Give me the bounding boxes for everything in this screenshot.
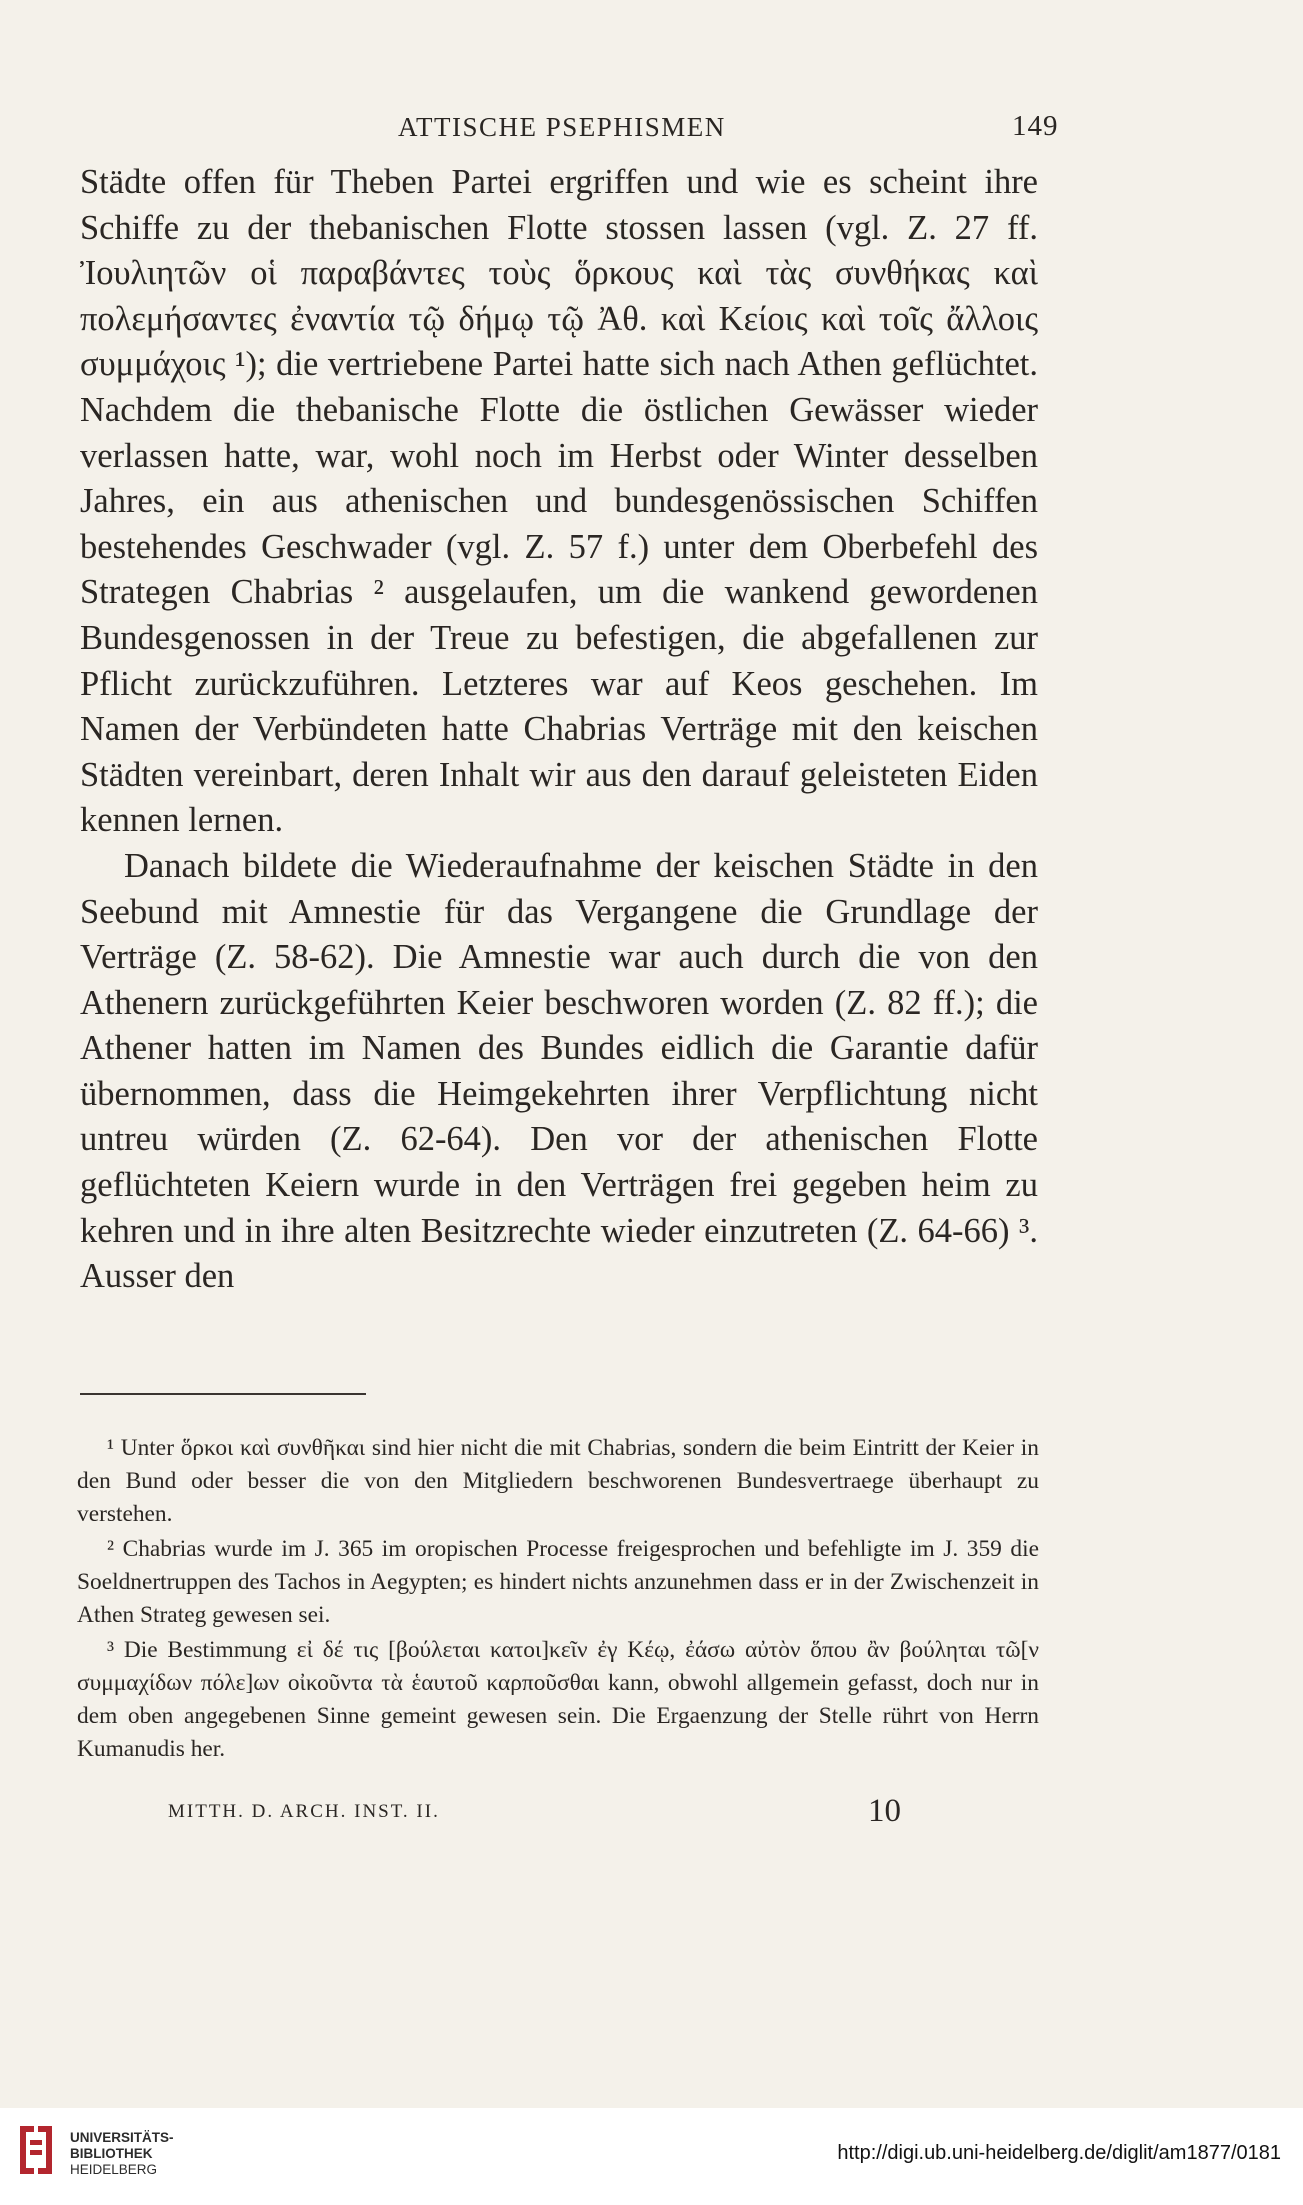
body-paragraph: Städte offen für Theben Partei ergriffen und wie es scheint ihre Schiffe zu der thebanischen Flotte stossen lassen (vgl. Z. 27 ff. Ἰουλιητῶν οἱ παραβάντες τοὺς ὅρκους καὶ τὰς συνθήκας καὶ πολεμήσαντες ἐναντία τῷ δήμῳ τῷ Ἀθ. καὶ Κείοις καὶ τοῖς ἄλλοις συμμάχοις ¹); die vertriebene Partei hatte sich nach Athen geflüchtet. Nachdem die thebanische Flotte die östlichen Gewässer wieder verlassen hatte, war, wohl noch im Herbst oder Winter desselben Jahres, ein aus athenischen und bundesgenössischen Schiffen bestehendes Geschwader (vgl. Z. 57 f.) unter dem Oberbefehl des Strategen Chabrias ² ausgelaufen, um die wankend gewordenen Bundesgenossen in der Treue zu befestigen, die abgefallenen zur Pflicht zurückzuführen. Letzteres war auf Keos geschehen. Im Namen der Verbündeten hatte Chabrias Verträge mit den keischen Städten vereinbart, deren Inhalt wir aus den darauf geleisteten Eiden kennen lernen.	[80, 163, 1038, 840]
footnote-3: ³ Die Bestimmung εἰ δέ τις [βούλεται κατοι]κεῖν ἐγ Κέῳ, ἐάσω αὐτὸν ὅπου ἂν βούληται τῶ[ν συμμαχίδων πόλε]ων οἰκοῦντα τὰ ἑαυτοῦ καρποῦσθαι kann, obwohl allgemein gefasst, doch nur in dem oben angegebenen Sinne gemeint gewesen sein. Die Ergaenzung der Stelle rührt von Herrn Kumanudis her.	[77, 1637, 1039, 1762]
body-text	[80, 160, 1038, 1300]
page-number: 149	[1012, 110, 1059, 142]
body-paragraph: Danach bildete die Wiederaufnahme der keischen Städte in den Seebund mit Amnestie für das Vergangene die Grundlage der Verträge (Z. 58-62). Die Amnestie war auch durch die von den Athenern zurückgeführten Keier beschworen worden (Z. 82 ff.); die Athener hatten im Namen des Bundes eidlich die Garantie dafür übernommen, dass die Heimgekehrten ihrer Verpflichtung nicht untreu würden (Z. 62-64). Den vor der athenischen Flotte geflüchteten Keiern wurde in den Verträgen frei gegeben heim zu kehren und in ihre alten Besitzrechte wieder einzutreten (Z. 64-66) ³. Ausser den	[80, 846, 1038, 1296]
footnote-1: ¹ Unter ὅρκοι καὶ συνθῆκαι sind hier nicht die mit Chabrias, sondern die beim Eintritt der Keier in den Bund oder besser die von den Mitgliedern beschworenen Bundesvertraege überhaupt zu verstehen.	[77, 1435, 1039, 1527]
library-name-line: UNIVERSITÄTS-	[70, 2130, 174, 2145]
page-header	[0, 108, 1303, 148]
signature-mark: MITTH. D. ARCH. INST. II.	[168, 1801, 440, 1822]
signature-line	[0, 1793, 1303, 1833]
library-footer	[0, 2108, 1303, 2205]
footnote-divider	[80, 1393, 366, 1395]
running-head: ATTISCHE PSEPHISMEN	[398, 112, 726, 142]
footnotes	[77, 1432, 1039, 1768]
footnote-2: ² Chabrias wurde im J. 365 im oropischen Processe freigesprochen und befehligte im J. 359 die Soeldnertruppen des Tachos in Aegypten; es hindert nichts anzunehmen dass er in der Zwischenzeit in Athen Strateg gewesen sei.	[77, 1536, 1039, 1628]
library-logo-icon	[14, 2122, 58, 2178]
library-name	[70, 2130, 174, 2178]
source-url-link[interactable]: http://digi.ub.uni-heidelberg.de/diglit/am1877/0181	[837, 2142, 1281, 2164]
library-name-line: BIBLIOTHEK	[70, 2146, 153, 2161]
signature-number: 10	[868, 1793, 901, 1829]
library-name-line: HEIDELBERG	[70, 2162, 158, 2177]
